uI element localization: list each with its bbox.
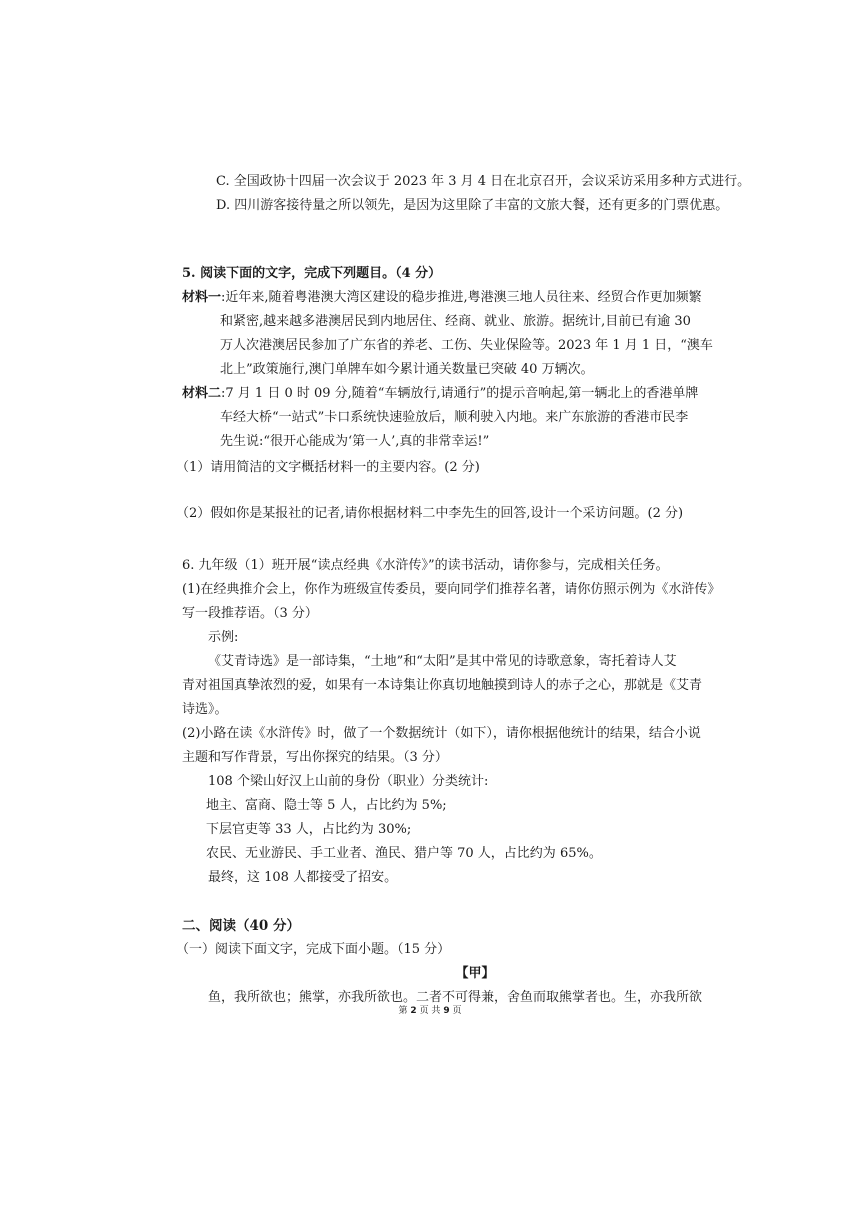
example-label: 示例: bbox=[208, 630, 239, 645]
statistics-line-2: 地主、富商、隐士等 5 人，占比约为 5%; bbox=[206, 798, 447, 813]
material-2-line-2: 车经大桥“一站式”卡口系统快速验放后，顺利驶入内地。来广东旅游的香港市民李 bbox=[220, 410, 689, 425]
question-5-sub-2: （2）假如你是某报社的记者,请你根据材料二中李先生的回答,设计一个采访问题。(2 分) bbox=[176, 506, 684, 521]
statistics-line-5: 最终，这 108 人都接受了招安。 bbox=[208, 870, 398, 885]
footer-page-number: 2 bbox=[410, 1006, 417, 1016]
statistics-line-3: 下层官吏等 33 人，占比约为 30%; bbox=[206, 822, 412, 837]
question-6-part-1-line-2: 写一段推荐语。（3 分） bbox=[182, 606, 318, 621]
page-footer bbox=[0, 1003, 860, 1016]
statistics-list bbox=[208, 770, 760, 890]
material-1 bbox=[182, 286, 760, 382]
option-d: D. 四川游客接待量之所以领先，是因为这里除了丰富的文旅大餐，还有更多的门票优惠。 bbox=[216, 198, 729, 213]
material-1-line-1: :近年来,随着粤港澳大湾区建设的稳步推进,粤港澳三地人员往来、经贸合作更加频繁 bbox=[221, 290, 702, 305]
statistics-line-1: 108 个梁山好汉上山前的身份（职业）分类统计: bbox=[208, 774, 489, 789]
section-2-subtitle: （一）阅读下面文字，完成下面小题。（15 分） bbox=[176, 942, 451, 957]
material-1-line-4: 北上”政策施行,澳门单牌车如今累计通关数量已突破 40 万辆次。 bbox=[220, 362, 594, 377]
question-6-part-2-line-1: (2)小路在读《水浒传》时，做了一个数据统计（如下），请你根据他统计的结果，结合小说 bbox=[182, 726, 701, 741]
question-6-title: 6. 九年级（1）班开展“读点经典《水浒传》”的读书活动，请你参与，完成相关任务。 bbox=[182, 558, 669, 573]
material-2-line-1: :7 月 1 日 0 时 09 分,随着“车辆放行,请通行”的提示音响起,第一辆北上的香港单牌 bbox=[221, 386, 699, 401]
material-2-label: 材料二 bbox=[182, 386, 222, 401]
material-1-line-2: 和紧密,越来越多港澳居民到内地居住、经商、就业、旅游。据统计,目前已有逾 30 bbox=[220, 314, 691, 329]
page-content bbox=[176, 172, 760, 1010]
footer-prefix: 第 bbox=[398, 1006, 408, 1016]
material-2 bbox=[182, 382, 760, 454]
material-2-line-3: 先生说:“很开心能成为‘第一人’,真的非常幸运!” bbox=[220, 434, 490, 449]
passage-jia-label: 【甲】 bbox=[455, 966, 495, 981]
example-line-1: 《艾青诗选》是一部诗集，“土地”和“太阳”是其中常见的诗歌意象，寄托着诗人艾 bbox=[208, 654, 677, 669]
footer-middle: 页 共 bbox=[419, 1006, 441, 1016]
question-6-part-1-line-1: (1)在经典推介会上，你作为班级宣传委员，要向同学们推荐名著，请你仿照示例为《水浒传》 bbox=[182, 582, 721, 597]
question-5-title: 5. 阅读下面的文字，完成下列题目。（4 分） bbox=[182, 266, 442, 281]
section-2-title: 二、阅读（40 分） bbox=[182, 918, 300, 934]
material-1-label: 材料一 bbox=[182, 290, 222, 305]
passage-jia-text: 鱼，我所欲也；熊掌，亦我所欲也。二者不可得兼，舍鱼而取熊掌者也。生，亦我所欲 bbox=[208, 990, 703, 1005]
material-1-line-3: 万人次港澳居民参加了广东省的养老、工伤、失业保险等。2023 年 1 月 1 日，“澳车 bbox=[220, 338, 713, 353]
option-c: C. 全国政协十四届一次会议于 2023 年 3 月 4 日在北京召开，会议采访采用多种方式进行。 bbox=[216, 174, 751, 189]
question-5-sub-1: （1）请用简洁的文字概括材料一的主要内容。(2 分) bbox=[176, 460, 480, 475]
footer-suffix: 页 bbox=[452, 1006, 462, 1016]
footer-total-pages: 9 bbox=[443, 1006, 450, 1016]
example-line-2: 青对祖国真挚浓烈的爱，如果有一本诗集让你真切地触摸到诗人的赤子之心，那就是《艾青 bbox=[182, 678, 703, 693]
example-line-3: 诗选》。 bbox=[182, 702, 228, 717]
question-6-part-2-line-2: 主题和写作背景，写出你探究的结果。（3 分） bbox=[182, 750, 448, 765]
statistics-line-4: 农民、无业游民、手工业者、渔民、猎户等 70 人，占比约为 65%。 bbox=[206, 846, 602, 861]
